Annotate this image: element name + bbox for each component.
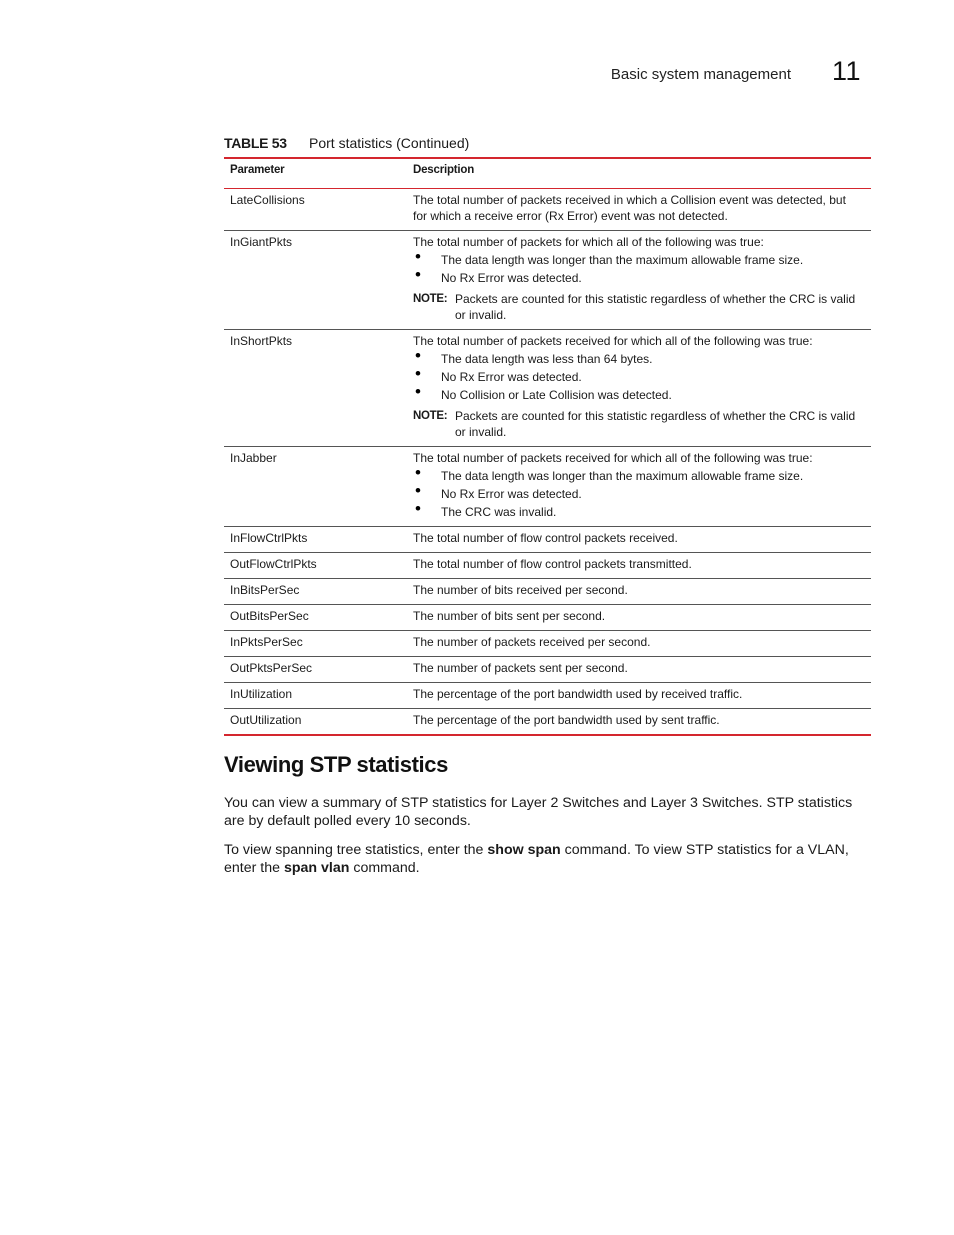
bullet-item: • The data length was longer than the maximum allowable frame size. <box>413 468 857 484</box>
note-text: Packets are counted for this statistic regardless of whether the CRC is valid or invalid. <box>455 409 856 439</box>
table-row <box>224 683 871 709</box>
command-span-vlan: span vlan <box>283 860 350 876</box>
port-statistics-table <box>224 157 871 736</box>
description-text: The number of packets sent per second. <box>413 661 628 675</box>
table-row <box>224 657 871 683</box>
description-cell <box>413 530 871 546</box>
table-row <box>224 631 871 657</box>
column-header-description: Description <box>413 164 475 176</box>
command-show-span: show span <box>487 842 561 858</box>
description-text: The number of bits received per second. <box>413 583 628 597</box>
note-label: NOTE: <box>413 293 448 305</box>
table-row <box>224 231 871 330</box>
description-text: The number of packets received per second. <box>413 635 651 649</box>
table-row <box>224 605 871 631</box>
bullet-item: • No Rx Error was detected. <box>413 369 857 385</box>
table-label: TABLE 53 <box>224 135 287 151</box>
table-row <box>224 709 871 734</box>
description-cell <box>413 712 871 728</box>
table-row <box>224 189 871 231</box>
page-header <box>0 56 954 96</box>
table-caption <box>224 135 871 151</box>
table-body <box>224 189 871 734</box>
description-cell <box>413 608 871 624</box>
description-text: The total number of packets for which all of the following was true: <box>413 235 764 249</box>
table-row <box>224 447 871 527</box>
section-paragraph: You can view a summary of STP statistics for Layer 2 Switches and Layer 3 Switches. STP statistics are by default polled every 10 seconds. <box>224 795 853 829</box>
note-text: Packets are counted for this statistic regardless of whether the CRC is valid or invalid. <box>455 292 856 322</box>
parameter-cell: OutPktsPerSec <box>230 661 313 675</box>
section-title: Viewing STP statistics <box>224 752 448 777</box>
parameter-cell: InShortPkts <box>230 334 293 348</box>
table-row <box>224 579 871 605</box>
section-paragraph-commands <box>224 841 874 877</box>
bullet-item: • The data length was less than 64 bytes. <box>413 351 857 367</box>
column-header-parameter: Parameter <box>230 164 285 176</box>
bullet-item: • No Collision or Late Collision was detected. <box>413 387 857 403</box>
note-label: NOTE: <box>413 410 448 422</box>
bullet-item: • No Rx Error was detected. <box>413 486 857 502</box>
parameter-cell: InFlowCtrlPkts <box>230 531 308 545</box>
table-row <box>224 553 871 579</box>
parameter-cell: OutUtilization <box>230 713 302 727</box>
table-header <box>224 159 871 189</box>
parameter-cell: InJabber <box>230 451 277 465</box>
table-row <box>224 527 871 553</box>
header-title: Basic system management <box>610 66 791 83</box>
parameter-cell: InBitsPerSec <box>230 583 300 597</box>
parameter-cell: OutBitsPerSec <box>230 609 309 623</box>
description-text: The total number of flow control packets received. <box>413 531 678 545</box>
description-text: The percentage of the port bandwidth used by sent traffic. <box>413 713 720 727</box>
chapter-number: 11 <box>832 56 862 86</box>
description-cell <box>413 686 871 702</box>
parameter-cell: OutFlowCtrlPkts <box>230 557 317 571</box>
description-text: The percentage of the port bandwidth used by received traffic. <box>413 687 743 701</box>
paragraph-text: To view spanning tree statistics, enter the <box>224 842 488 858</box>
description-text: The total number of packets received for which all of the following was true: <box>413 334 813 348</box>
bullet-item: • The CRC was invalid. <box>413 504 857 520</box>
table-title: Port statistics (Continued) <box>309 135 470 151</box>
paragraph-text: command. To view STP statistics for a VLAN, enter the <box>224 842 849 876</box>
paragraph-text: command. <box>349 860 420 876</box>
bullet-item: • The data length was longer than the maximum allowable frame size. <box>413 252 857 268</box>
note <box>413 408 857 440</box>
description-cell <box>413 660 871 676</box>
description-cell <box>413 556 871 572</box>
table-row <box>224 330 871 447</box>
description-cell <box>413 333 871 440</box>
description-text: The number of bits sent per second. <box>413 609 606 623</box>
description-cell <box>413 634 871 650</box>
description-text: The total number of packets received for which all of the following was true: <box>413 451 813 465</box>
parameter-cell: LateCollisions <box>230 193 305 207</box>
note <box>413 291 857 323</box>
description-cell <box>413 450 871 520</box>
bullet-item: • No Rx Error was detected. <box>413 270 857 286</box>
description-text: The total number of packets received in which a Collision event was detected, but for which a receive error (Rx Error) event was not detected. <box>413 193 846 223</box>
parameter-cell: InPktsPerSec <box>230 635 303 649</box>
description-cell <box>413 582 871 598</box>
description-cell <box>413 234 871 323</box>
description-text: The total number of flow control packets transmitted. <box>413 557 692 571</box>
parameter-cell: InGiantPkts <box>230 235 293 249</box>
parameter-cell: InUtilization <box>230 687 293 701</box>
description-cell <box>413 192 871 224</box>
